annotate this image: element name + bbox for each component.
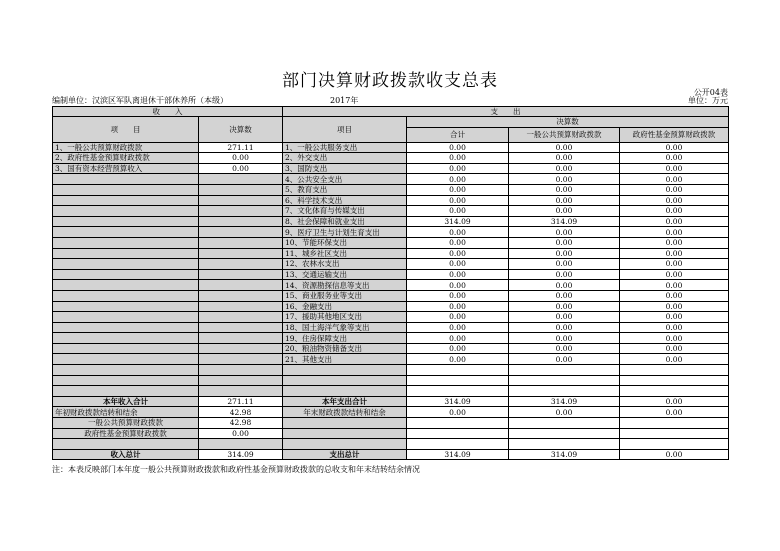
carry-in-general-label: 一般公共预算财政拨款 — [53, 418, 199, 429]
expense-item-label: 21、其他支出 — [283, 354, 407, 365]
expense-item-label: 18、国土海洋气象等支出 — [283, 322, 407, 333]
income-empty-cell — [53, 375, 199, 386]
income-empty-cell — [199, 195, 283, 206]
income-empty-cell — [53, 301, 199, 312]
income-empty-cell — [53, 216, 199, 227]
expense-header: 支 出 — [283, 107, 729, 117]
expense-total-value: 0.00 — [407, 184, 509, 195]
carry-in-general-value: 42.98 — [199, 418, 283, 429]
income-empty-cell — [199, 280, 283, 291]
expense-total-value: 0.00 — [407, 227, 509, 238]
expense-general-value: 0.00 — [509, 333, 620, 344]
income-empty-cell — [53, 312, 199, 323]
income-total-label: 本年收入合计 — [53, 396, 199, 407]
expense-empty-cell — [509, 365, 620, 376]
expense-fund-value: 0.00 — [620, 195, 729, 206]
expense-general-value: 0.00 — [509, 259, 620, 270]
income-empty-cell — [53, 343, 199, 354]
grand-income-value: 314.09 — [199, 449, 283, 460]
income-empty-cell — [53, 259, 199, 270]
expense-item-label: 6、科学技术支出 — [283, 195, 407, 206]
income-empty-cell — [199, 227, 283, 238]
expense-empty-cell — [620, 418, 729, 429]
expense-total-value: 0.00 — [407, 248, 509, 259]
expense-general-value: 0.00 — [509, 174, 620, 185]
income-empty-cell — [199, 365, 283, 376]
income-empty-cell — [53, 322, 199, 333]
table-row — [53, 163, 729, 174]
expense-empty-cell — [283, 439, 407, 450]
report-year: 2017年 — [330, 96, 359, 105]
income-empty-cell — [199, 439, 283, 450]
expense-general-value: 0.00 — [509, 153, 620, 164]
expense-empty-cell — [509, 375, 620, 386]
table-row — [53, 312, 729, 323]
income-empty-cell — [199, 216, 283, 227]
table-row — [53, 386, 729, 397]
expense-fund-value: 0.00 — [620, 333, 729, 344]
income-amount-header: 决算数 — [199, 117, 283, 143]
expense-fund-value: 0.00 — [620, 216, 729, 227]
form-code: 公开04表 — [693, 88, 728, 97]
expense-general-value: 0.00 — [509, 248, 620, 259]
header-row-2 — [53, 117, 729, 128]
table-row — [53, 142, 729, 153]
income-item-label: 2、政府性基金预算财政拨款 — [53, 153, 199, 164]
expense-total-value: 0.00 — [407, 174, 509, 185]
expense-item-label: 15、商业服务业等支出 — [283, 290, 407, 301]
expense-amount-group-header: 决算数 — [407, 117, 729, 128]
expense-fund-value: 0.00 — [620, 269, 729, 280]
income-empty-cell — [199, 312, 283, 323]
table-row — [53, 290, 729, 301]
expense-empty-cell — [407, 428, 509, 439]
carry-in-value: 42.98 — [199, 407, 283, 418]
expense-empty-cell — [509, 418, 620, 429]
expense-fund-value: 0.00 — [620, 163, 729, 174]
expense-total-value: 0.00 — [407, 354, 509, 365]
income-empty-cell — [53, 333, 199, 344]
expense-item-label: 1、一般公共服务支出 — [283, 142, 407, 153]
expense-empty-cell — [283, 365, 407, 376]
expense-general-value: 0.00 — [509, 322, 620, 333]
summary-row — [53, 396, 729, 407]
table-row — [53, 343, 729, 354]
expense-empty-cell — [407, 375, 509, 386]
income-empty-cell — [199, 301, 283, 312]
income-empty-cell — [199, 206, 283, 217]
expense-general-value: 0.00 — [509, 354, 620, 365]
income-empty-cell — [199, 322, 283, 333]
carry-out-fund: 0.00 — [620, 407, 729, 418]
expense-total-value: 0.00 — [407, 163, 509, 174]
expense-general-value: 0.00 — [509, 280, 620, 291]
table-row — [53, 280, 729, 291]
footnote: 注：本表反映部门本年度一般公共预算财政拨款和政府性基金预算财政拨款的总收支和年末结转结余情况 — [52, 465, 420, 474]
header-row-1 — [53, 107, 729, 117]
income-empty-cell — [53, 269, 199, 280]
fund-budget-header: 政府性基金预算财政拨款 — [620, 127, 729, 142]
expense-total-value: 314.09 — [407, 216, 509, 227]
expense-total-value: 0.00 — [407, 206, 509, 217]
expense-empty-cell — [509, 428, 620, 439]
expense-empty-cell — [407, 418, 509, 429]
expense-item-label: 19、住房保障支出 — [283, 333, 407, 344]
expense-fund-value: 0.00 — [620, 259, 729, 270]
expense-fund-value: 0.00 — [620, 206, 729, 217]
income-empty-cell — [53, 280, 199, 291]
table-row — [53, 206, 729, 217]
income-item-value: 0.00 — [199, 163, 283, 174]
expense-general-value: 0.00 — [509, 184, 620, 195]
income-empty-cell — [199, 375, 283, 386]
expense-general-value: 0.00 — [509, 195, 620, 206]
expense-item-label: 8、社会保障和就业支出 — [283, 216, 407, 227]
table-row — [53, 195, 729, 206]
expense-total-general: 314.09 — [509, 396, 620, 407]
income-total-value: 271.11 — [199, 396, 283, 407]
expense-fund-value: 0.00 — [620, 290, 729, 301]
expense-fund-value: 0.00 — [620, 142, 729, 153]
income-empty-cell — [53, 248, 199, 259]
table-row — [53, 216, 729, 227]
expense-fund-value: 0.00 — [620, 322, 729, 333]
expense-fund-value: 0.00 — [620, 184, 729, 195]
income-empty-cell — [53, 174, 199, 185]
expense-empty-cell — [620, 439, 729, 450]
table-row — [53, 322, 729, 333]
table-row — [53, 248, 729, 259]
expense-fund-value: 0.00 — [620, 301, 729, 312]
expense-empty-cell — [283, 375, 407, 386]
expense-fund-value: 0.00 — [620, 312, 729, 323]
expense-item-label: 17、援助其他地区支出 — [283, 312, 407, 323]
expense-empty-cell — [407, 439, 509, 450]
carry-out-label: 年末财政拨款结转和结余 — [283, 407, 407, 418]
general-budget-header: 一般公共预算财政拨款 — [509, 127, 620, 142]
carry-in-fund-label: 政府性基金预算财政拨款 — [53, 428, 199, 439]
expense-item-label: 14、资源勘探信息等支出 — [283, 280, 407, 291]
grand-expense-general: 314.09 — [509, 449, 620, 460]
table-row — [53, 227, 729, 238]
summary-row — [53, 428, 729, 439]
expense-fund-value: 0.00 — [620, 354, 729, 365]
income-empty-cell — [199, 343, 283, 354]
expense-item-header: 项目 — [283, 117, 407, 143]
expense-item-label: 2、外交支出 — [283, 153, 407, 164]
expense-item-label: 3、国防支出 — [283, 163, 407, 174]
summary-row — [53, 449, 729, 460]
expense-total-value: 0.00 — [407, 280, 509, 291]
table-row — [53, 237, 729, 248]
income-empty-cell — [53, 237, 199, 248]
expense-item-label: 4、公共安全支出 — [283, 174, 407, 185]
expense-empty-cell — [620, 365, 729, 376]
expense-total-value: 0.00 — [407, 343, 509, 354]
expense-total-fund: 0.00 — [620, 396, 729, 407]
expense-empty-cell — [509, 439, 620, 450]
income-header: 收 入 — [53, 107, 283, 117]
expense-fund-value: 0.00 — [620, 237, 729, 248]
expense-item-label: 11、城乡社区支出 — [283, 248, 407, 259]
expense-total-label: 本年支出合计 — [283, 396, 407, 407]
income-empty-cell — [53, 195, 199, 206]
expense-general-value: 0.00 — [509, 227, 620, 238]
table-row — [53, 153, 729, 164]
carry-out-general: 0.00 — [509, 407, 620, 418]
carry-in-fund-value: 0.00 — [199, 428, 283, 439]
expense-empty-cell — [283, 428, 407, 439]
expense-total-value: 314.09 — [407, 396, 509, 407]
grand-expense-value: 314.09 — [407, 449, 509, 460]
income-empty-cell — [53, 439, 199, 450]
expense-total-value: 0.00 — [407, 322, 509, 333]
expense-general-value: 0.00 — [509, 237, 620, 248]
income-empty-cell — [199, 248, 283, 259]
expense-total-value: 0.00 — [407, 153, 509, 164]
expense-total-value: 0.00 — [407, 290, 509, 301]
expense-general-value: 0.00 — [509, 269, 620, 280]
expense-fund-value: 0.00 — [620, 153, 729, 164]
expense-general-value: 0.00 — [509, 206, 620, 217]
table-row — [53, 301, 729, 312]
expense-item-label: 10、节能环保支出 — [283, 237, 407, 248]
table-row — [53, 269, 729, 280]
income-empty-cell — [53, 354, 199, 365]
expense-fund-value: 0.00 — [620, 227, 729, 238]
income-empty-cell — [199, 174, 283, 185]
expense-empty-cell — [407, 365, 509, 376]
income-item-value: 271.11 — [199, 142, 283, 153]
expense-fund-value: 0.00 — [620, 248, 729, 259]
table-body — [53, 107, 729, 460]
expense-fund-value: 0.00 — [620, 174, 729, 185]
income-empty-cell — [53, 206, 199, 217]
expense-general-value: 0.00 — [509, 142, 620, 153]
summary-row — [53, 439, 729, 450]
expense-empty-cell — [407, 386, 509, 397]
expense-fund-value: 0.00 — [620, 280, 729, 291]
expense-empty-cell — [620, 386, 729, 397]
table-row — [53, 174, 729, 185]
expense-fund-value: 0.00 — [620, 343, 729, 354]
income-empty-cell — [53, 184, 199, 195]
income-empty-cell — [199, 290, 283, 301]
income-empty-cell — [199, 269, 283, 280]
expense-general-value: 0.00 — [509, 163, 620, 174]
summary-row — [53, 407, 729, 418]
table-row — [53, 184, 729, 195]
expense-total-value: 0.00 — [407, 237, 509, 248]
expense-empty-cell — [283, 386, 407, 397]
grand-expense-label: 支出总计 — [283, 449, 407, 460]
income-empty-cell — [199, 386, 283, 397]
expense-item-label: 7、文化体育与传媒支出 — [283, 206, 407, 217]
expense-general-value: 0.00 — [509, 290, 620, 301]
expense-total-value: 0.00 — [407, 333, 509, 344]
income-empty-cell — [199, 259, 283, 270]
carry-out-value: 0.00 — [407, 407, 509, 418]
income-item-header: 项 目 — [53, 117, 199, 143]
expense-item-label: 13、交通运输支出 — [283, 269, 407, 280]
expense-item-label: 20、粮油物资储备支出 — [283, 343, 407, 354]
expense-item-label: 5、教育支出 — [283, 184, 407, 195]
carry-in-label: 年初财政拨款结转和结余 — [53, 407, 199, 418]
report-title: 部门决算财政拨款收支总表 — [282, 71, 498, 91]
expense-general-value: 0.00 — [509, 312, 620, 323]
income-empty-cell — [53, 386, 199, 397]
table-row — [53, 333, 729, 344]
expense-total-value: 0.00 — [407, 142, 509, 153]
expense-item-label: 9、医疗卫生与计划生育支出 — [283, 227, 407, 238]
expense-general-value: 0.00 — [509, 343, 620, 354]
expense-general-value: 314.09 — [509, 216, 620, 227]
income-item-label: 1、一般公共预算财政拨款 — [53, 142, 199, 153]
grand-income-label: 收入总计 — [53, 449, 199, 460]
unit-label: 单位：万元 — [688, 96, 728, 105]
expense-total-value: 0.00 — [407, 312, 509, 323]
income-empty-cell — [53, 365, 199, 376]
budget-summary-table — [52, 106, 729, 460]
expense-empty-cell — [283, 418, 407, 429]
grand-expense-fund: 0.00 — [620, 449, 729, 460]
expense-item-label: 12、农林水支出 — [283, 259, 407, 270]
expense-empty-cell — [620, 375, 729, 386]
income-empty-cell — [199, 237, 283, 248]
expense-item-label: 16、金融支出 — [283, 301, 407, 312]
expense-total-value: 0.00 — [407, 259, 509, 270]
table-row — [53, 354, 729, 365]
income-item-value: 0.00 — [199, 153, 283, 164]
expense-general-value: 0.00 — [509, 301, 620, 312]
expense-empty-cell — [509, 386, 620, 397]
income-empty-cell — [53, 290, 199, 301]
table-row — [53, 375, 729, 386]
total-header: 合计 — [407, 127, 509, 142]
income-empty-cell — [199, 184, 283, 195]
table-row — [53, 259, 729, 270]
income-empty-cell — [199, 333, 283, 344]
income-empty-cell — [53, 227, 199, 238]
org-label: 编制单位：汉滨区军队离退休干部休养所（本级） — [52, 96, 228, 105]
income-empty-cell — [199, 354, 283, 365]
expense-empty-cell — [620, 428, 729, 439]
table-row — [53, 365, 729, 376]
expense-total-value: 0.00 — [407, 301, 509, 312]
income-item-label: 3、国有资本经营预算收入 — [53, 163, 199, 174]
summary-row — [53, 418, 729, 429]
report-meta-row — [52, 95, 728, 105]
expense-total-value: 0.00 — [407, 269, 509, 280]
expense-total-value: 0.00 — [407, 195, 509, 206]
